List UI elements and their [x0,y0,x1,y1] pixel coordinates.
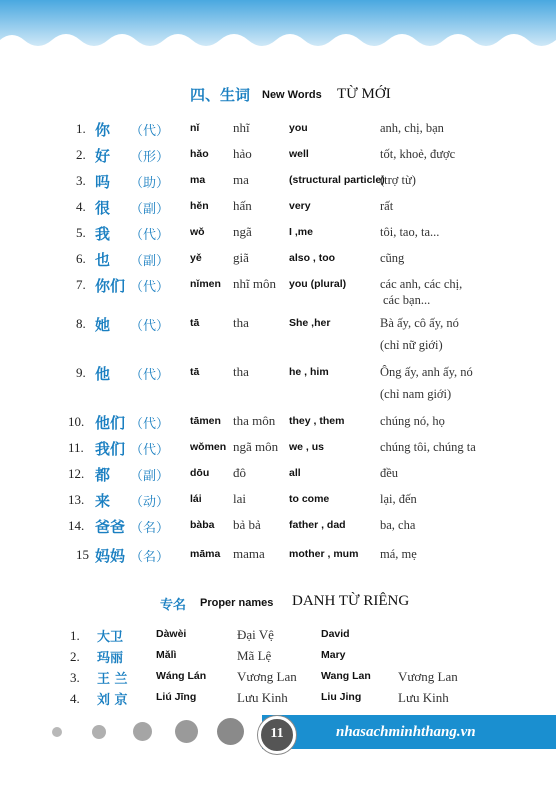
word-pinyin: tā [190,317,200,329]
name-english: David [321,628,350,640]
word-pinyin: ma [190,174,206,186]
name-hanzi: 玛丽 [97,651,124,666]
word-pos: （代） [130,228,170,243]
word-english: to come [289,493,330,505]
name-pinyin: Liú Jīng [156,691,197,703]
word-meaning: tôi, tao, ta... [380,225,440,239]
word-meaning: lại, đến [380,492,417,506]
footer-dot [217,718,244,745]
name-num: 2. [70,649,80,664]
word-pos: （助） [130,176,170,191]
word-viet: ma [233,172,249,187]
section-title-cn: 四、生词 [190,86,251,104]
footer-dot [133,722,152,741]
section-title-vn: TỪ MỚI [337,86,391,102]
word-pos: （副） [130,469,170,484]
name-pinyin: Dàwèi [156,628,187,640]
name-num: 4. [70,691,80,706]
footer-dot [52,727,62,737]
word-pos: （代） [130,280,170,295]
word-meaning: các anh, các chị, [380,277,463,291]
word-pos: （动） [130,495,170,510]
word-viet: đô [233,465,246,480]
word-num: 7. [76,277,86,292]
word-hanzi: 我们 [95,440,126,458]
name-english: Liu Jing [321,691,362,703]
word-english: all [289,467,301,479]
name-num: 3. [70,670,80,685]
word-english: mother , mum [289,548,359,560]
proper-names-title-en: Proper names [200,597,274,609]
word-hanzi: 爸爸 [95,518,126,536]
name-english: Wang Lan [321,670,371,682]
word-meaning: đều [380,466,399,480]
proper-names-title-cn: 专名 [160,598,187,613]
name-viet: Mã Lệ [237,648,272,663]
name-viet2: Vương Lan [398,669,458,684]
word-english: well [289,148,309,160]
word-viet: giã [233,250,249,265]
name-hanzi: 王 兰 [97,672,128,687]
name-viet2: Lưu Kinh [398,690,449,705]
word-viet: tha [233,364,249,379]
word-meaning: Ông ấy, anh ấy, nó [380,365,473,379]
word-hanzi: 来 [95,492,111,510]
page-number: 11 [270,726,284,741]
word-meaning: tốt, khoẻ, được [380,147,456,161]
word-english: (structural particle) [289,174,385,186]
word-pinyin: yě [190,252,202,264]
word-num: 13. [68,492,85,507]
word-english: you (plural) [289,278,347,290]
word-pos: （代） [130,124,170,139]
word-pos: （代） [130,417,170,432]
word-viet: mama [233,546,265,561]
word-num: 12. [68,466,85,481]
word-pinyin: wǒ [190,226,205,238]
word-hanzi: 很 [95,199,111,217]
word-pos: （副） [130,202,170,217]
word-viet: tha môn [233,413,276,428]
word-pinyin: tā [190,366,200,378]
word-meaning: chúng tôi, chúng ta [380,440,476,454]
word-pos: （副） [130,254,170,269]
word-num: 1. [76,121,86,136]
word-meaning: chúng nó, họ [380,414,445,428]
word-meaning-line2: các bạn... [383,293,431,307]
word-pinyin: hǎo [190,148,209,160]
word-num: 8. [76,316,86,331]
word-meaning: anh, chị, bạn [380,121,444,135]
word-viet: hảo [233,146,252,161]
word-pinyin: wǒmen [190,441,227,453]
word-num: 6. [76,251,86,266]
word-hanzi: 他 [95,365,111,383]
section-title-en: New Words [262,89,322,101]
word-num: 9. [76,365,86,380]
word-meaning-line2: (chỉ nữ giới) [380,338,443,352]
word-hanzi: 都 [95,466,111,484]
name-pinyin: Wáng Lán [156,670,207,682]
word-hanzi: 她 [95,316,111,334]
word-viet: bả bả [233,517,261,532]
word-hanzi: 你们 [95,277,126,295]
word-pos: （名） [130,521,170,536]
word-num: 4. [76,199,86,214]
top-wave-decoration [0,0,556,60]
name-english: Mary [321,649,346,661]
word-num: 11. [68,440,84,455]
word-viet: hấn [233,198,252,213]
word-pos: （形） [130,150,170,165]
word-meaning-line2: (chỉ nam giới) [380,387,452,401]
word-num: 5. [76,225,86,240]
word-viet: nhĩ [233,120,250,135]
word-hanzi: 我 [95,225,111,243]
page-number-badge [258,716,296,754]
word-meaning: ba, cha [380,518,416,532]
word-num: 2. [76,147,86,162]
word-pos: （代） [130,319,170,334]
word-english: very [289,200,311,212]
word-num: 15 [76,547,89,562]
word-hanzi: 也 [95,251,111,269]
word-viet: tha [233,315,249,330]
word-pinyin: bàba [190,519,215,531]
word-pinyin: hěn [190,200,209,212]
word-english: we , us [289,441,325,453]
name-hanzi: 大卫 [97,630,124,645]
word-hanzi: 吗 [95,173,111,191]
word-pinyin: lái [190,493,202,505]
word-viet: ngã môn [233,439,279,454]
word-hanzi: 他们 [95,414,126,432]
word-english: I ,me [289,226,313,238]
word-meaning: rất [380,199,394,213]
word-pos: （名） [130,550,170,565]
word-pinyin: tāmen [190,415,221,427]
footer-dot [175,720,198,743]
word-pinyin: nǐmen [190,278,221,290]
word-hanzi: 你 [95,121,111,139]
word-pinyin: dōu [190,467,210,479]
word-pinyin: nǐ [190,122,200,134]
word-meaning: cũng [380,251,405,265]
name-pinyin: Mǎlì [156,649,177,661]
word-pos: （代） [130,368,170,383]
footer-dot [92,725,106,739]
word-viet: lai [233,491,246,506]
word-pinyin: māma [190,548,221,560]
name-hanzi: 刘 京 [97,693,128,708]
footer-website: nhasachminhthang.vn [336,724,476,740]
word-english: they , them [289,415,345,427]
word-english: also , too [289,252,336,264]
word-meaning: Bà ấy, cô ấy, nó [380,316,459,330]
word-viet: ngã [233,224,252,239]
word-num: 10. [68,414,85,429]
word-pos: （代） [130,443,170,458]
name-num: 1. [70,628,80,643]
name-viet: Lưu Kinh [237,690,288,705]
word-english: he , him [289,366,329,378]
word-english: father , dad [289,519,346,531]
word-meaning: (trợ từ) [380,173,416,187]
name-viet: Vương Lan [237,669,297,684]
proper-names-title-vn: DANH TỪ RIÊNG [292,593,410,609]
name-viet: Đại Vệ [237,627,274,642]
word-hanzi: 好 [95,147,111,165]
word-viet: nhĩ môn [233,276,276,291]
word-hanzi: 妈妈 [95,547,126,565]
word-meaning: má, mẹ [380,547,417,561]
word-num: 14. [68,518,85,533]
word-num: 3. [76,173,86,188]
word-english: you [289,122,308,134]
word-english: She ,her [289,317,331,329]
